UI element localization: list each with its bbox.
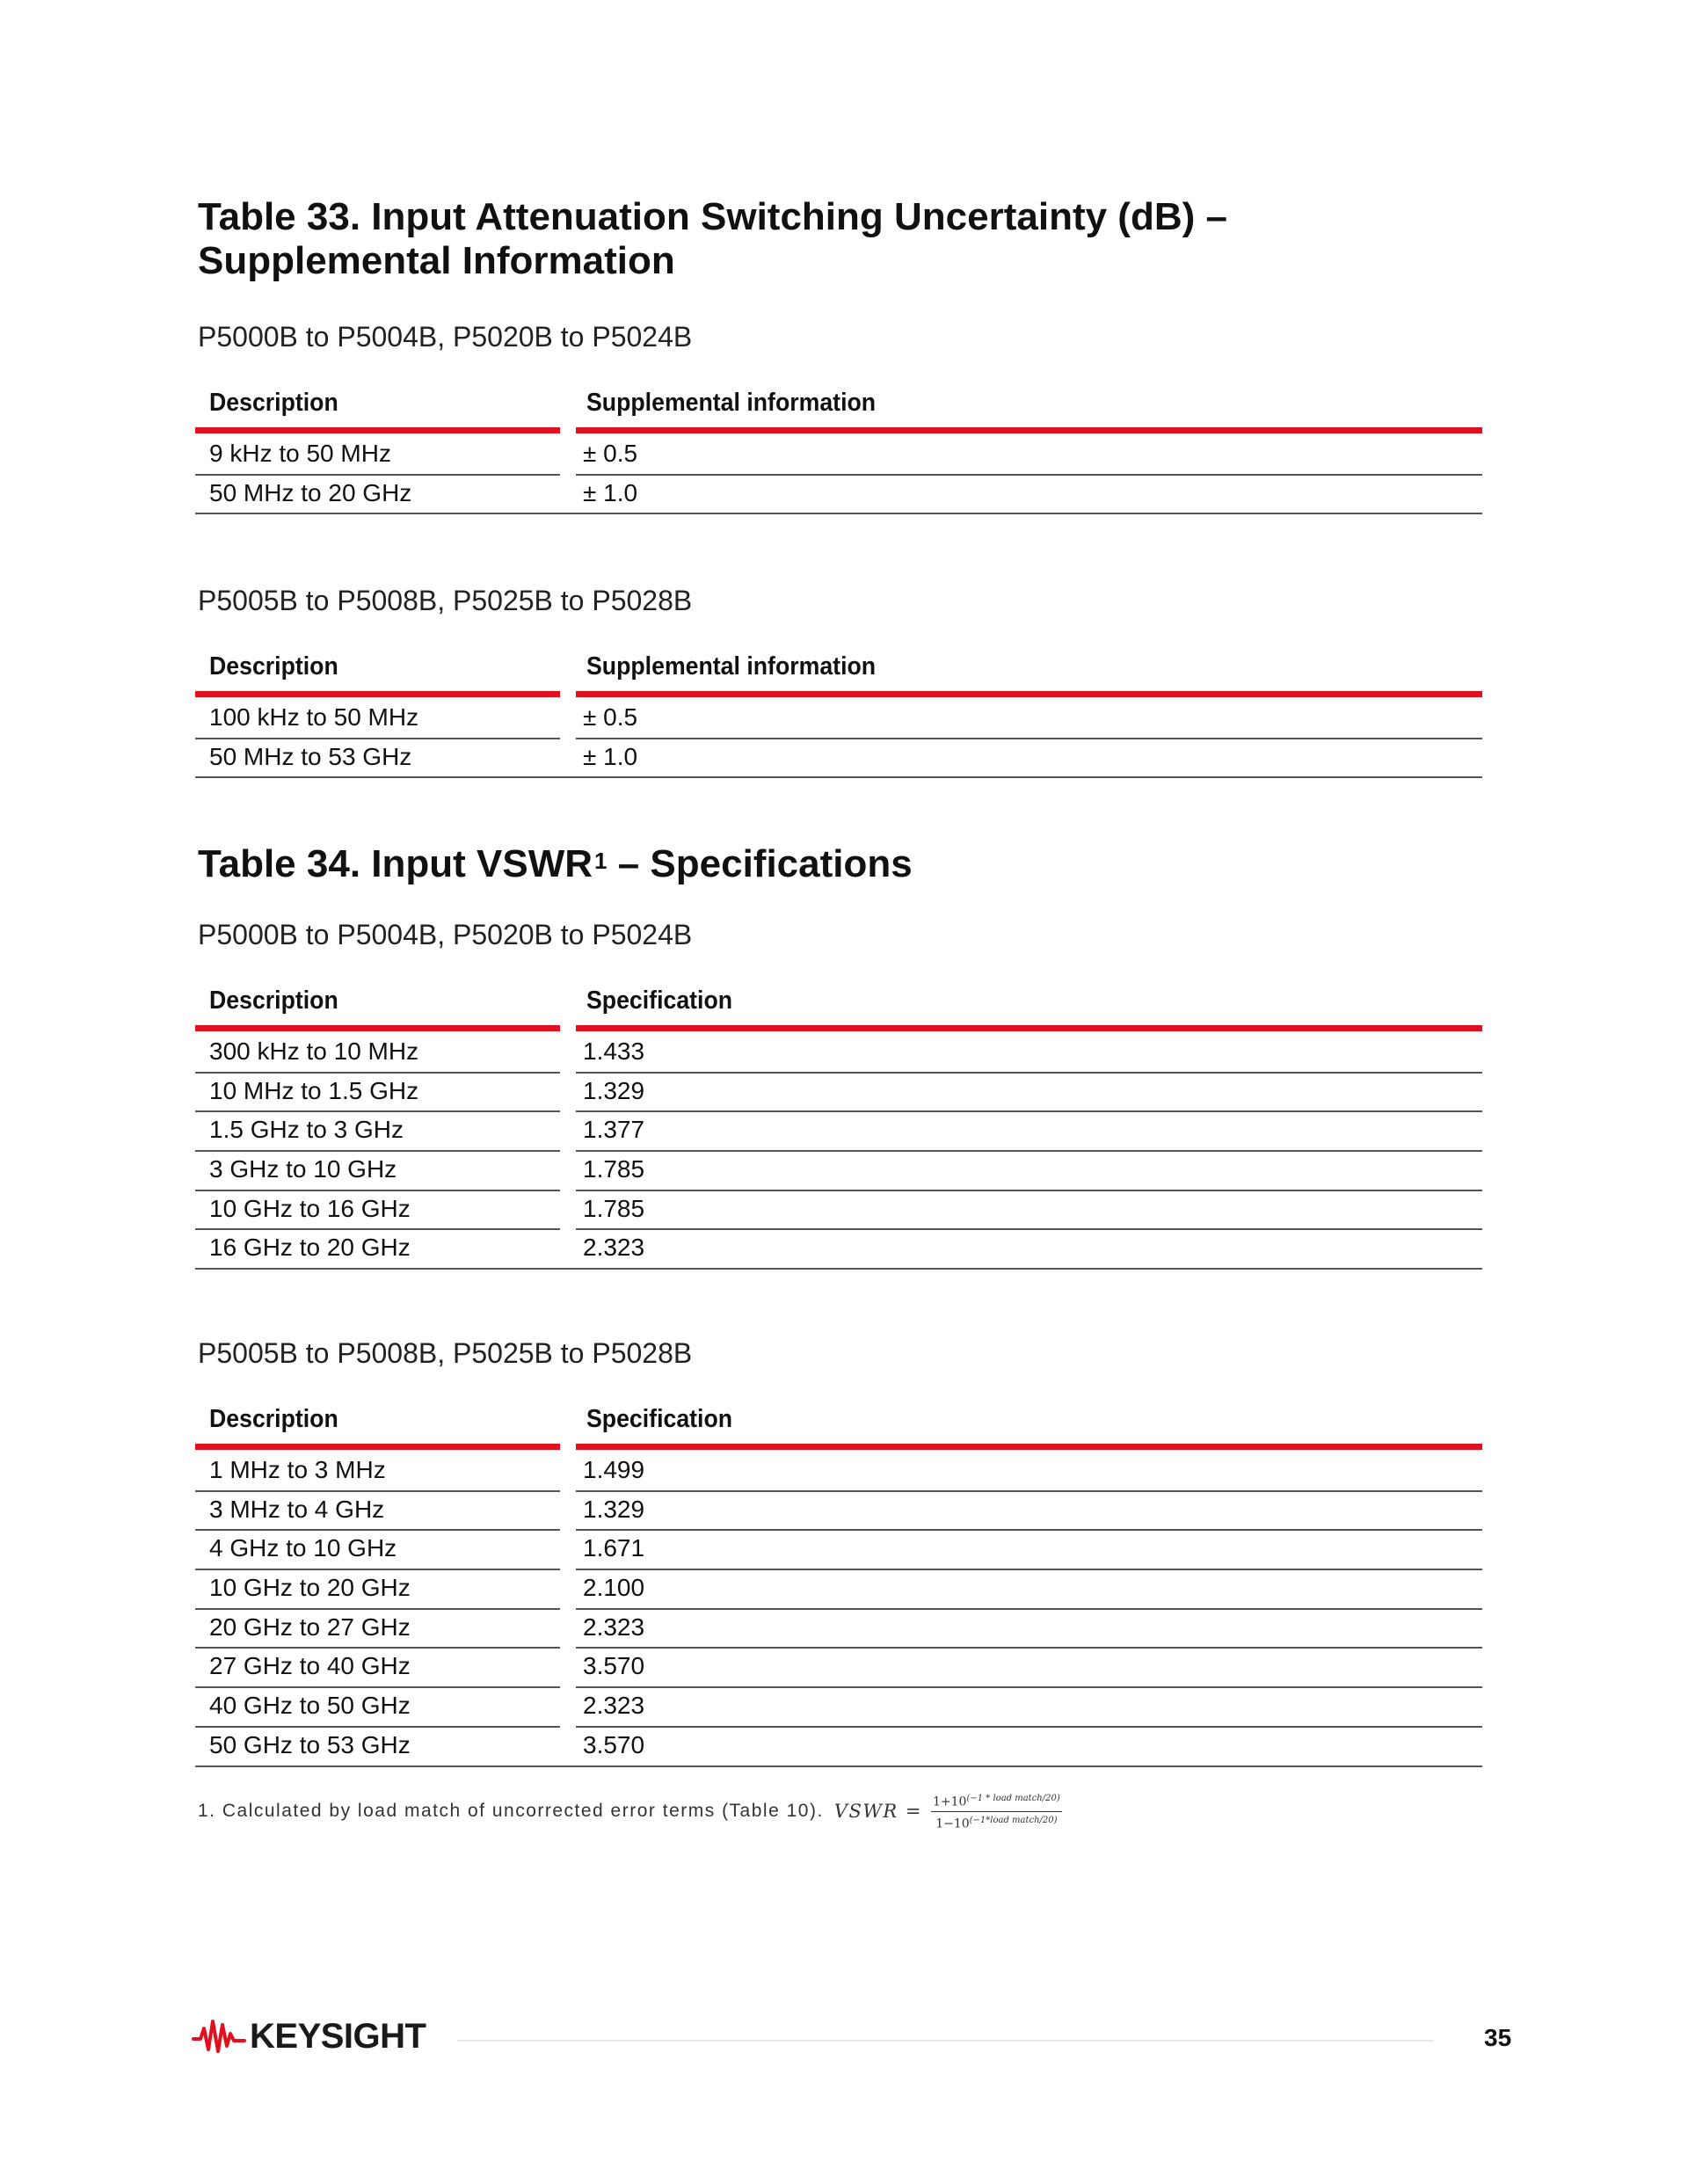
table34a xyxy=(195,979,1482,1270)
cell-description: 1 MHz to 3 MHz xyxy=(195,1452,560,1492)
header-supplemental: Supplemental information xyxy=(586,389,877,417)
cell-description: 20 GHz to 27 GHz xyxy=(195,1610,560,1649)
brand-name: KEYSIGHT xyxy=(250,2016,426,2056)
cell-value: 1.329 xyxy=(576,1492,1482,1532)
table-row xyxy=(195,1230,1482,1270)
cell-value: 1.785 xyxy=(576,1191,1482,1231)
table-row xyxy=(195,1531,1482,1570)
table33b-subtitle: P5005B to P5008B, P5025B to P5028B xyxy=(198,585,693,616)
table-row xyxy=(195,1152,1482,1191)
header-rule xyxy=(195,1444,560,1450)
cell-description: 50 MHz to 53 GHz xyxy=(209,742,412,770)
cell-value: ± 1.0 xyxy=(583,478,638,506)
keysight-wave-icon xyxy=(192,2016,246,2057)
table33b xyxy=(195,645,1482,778)
cell-value: 1.499 xyxy=(576,1452,1482,1492)
cell-value: 1.785 xyxy=(576,1152,1482,1191)
table-row xyxy=(195,1112,1482,1152)
table-row xyxy=(195,1688,1482,1728)
cell-value: 2.100 xyxy=(576,1570,1482,1610)
table-row xyxy=(195,1610,1482,1649)
keysight-logo xyxy=(192,2016,426,2057)
header-rule xyxy=(195,1025,560,1031)
denominator-exponent: (−1*load match/20) xyxy=(969,1815,1058,1825)
cell-description: 16 GHz to 20 GHz xyxy=(209,1234,411,1262)
table34-title-text: Table 34. Input VSWR xyxy=(198,842,593,885)
table-row xyxy=(195,700,1482,739)
header-rule xyxy=(576,427,1482,433)
table-row xyxy=(195,436,1482,476)
cell-description: 10 MHz to 1.5 GHz xyxy=(195,1074,560,1113)
cell-description: 10 GHz to 16 GHz xyxy=(195,1191,560,1231)
vswr-formula xyxy=(834,1792,1062,1831)
formula-denominator xyxy=(935,1812,1057,1831)
header-specification: Specification xyxy=(586,1405,733,1433)
table-row xyxy=(195,1728,1482,1767)
header-supplemental: Supplemental information xyxy=(586,652,877,681)
cell-value: 2.323 xyxy=(583,1234,645,1262)
cell-description: 10 GHz to 20 GHz xyxy=(195,1570,560,1610)
table-row xyxy=(195,739,1482,779)
table-header xyxy=(195,979,1482,1034)
header-rule xyxy=(195,691,560,697)
table34-title-suffix: – Specifications xyxy=(617,842,913,885)
table33-title-line2: Supplemental Information xyxy=(198,239,675,282)
table-row xyxy=(195,1492,1482,1532)
formula-numerator xyxy=(931,1792,1062,1812)
cell-description: 3 MHz to 4 GHz xyxy=(195,1492,560,1532)
cell-value: 1.433 xyxy=(576,1034,1482,1074)
table34-title xyxy=(198,842,913,886)
table33a xyxy=(195,382,1482,514)
table-header xyxy=(195,645,1482,700)
cell-description: 4 GHz to 10 GHz xyxy=(195,1531,560,1570)
table34b xyxy=(195,1398,1482,1767)
table-header xyxy=(195,382,1482,436)
cell-description: 1.5 GHz to 3 GHz xyxy=(195,1112,560,1152)
footnote xyxy=(198,1792,1062,1831)
cell-value: 3.570 xyxy=(583,1730,645,1758)
header-description: Description xyxy=(209,1405,338,1433)
page-number: 35 xyxy=(1484,2024,1512,2051)
cell-description: 50 GHz to 53 GHz xyxy=(209,1730,411,1758)
header-description: Description xyxy=(209,389,338,417)
numerator-exponent: (−1 * load match/20) xyxy=(966,1794,1060,1803)
table34b-subtitle: P5005B to P5008B, P5025B to P5028B xyxy=(198,1337,693,1369)
cell-value: ± 1.0 xyxy=(583,742,638,770)
cell-description: 40 GHz to 50 GHz xyxy=(195,1688,560,1728)
header-specification: Specification xyxy=(586,986,733,1015)
cell-description: 300 kHz to 10 MHz xyxy=(195,1034,560,1074)
denominator-base: 1−10 xyxy=(935,1816,970,1831)
cell-value: 1.329 xyxy=(576,1074,1482,1113)
table33-title-line1: Table 33. Input Attenuation Switching Uncertainty (dB) – xyxy=(198,195,1227,238)
cell-description: 100 kHz to 50 MHz xyxy=(195,700,560,739)
cell-description: 3 GHz to 10 GHz xyxy=(195,1152,560,1191)
table33a-subtitle: P5000B to P5004B, P5020B to P5024B xyxy=(198,321,693,353)
cell-description: 9 kHz to 50 MHz xyxy=(195,436,560,476)
table-row xyxy=(195,476,1482,515)
table-row xyxy=(195,1452,1482,1492)
numerator-base: 1+10 xyxy=(933,1795,967,1809)
footnote-text: 1. Calculated by load match of uncorrected error terms (Table 10). xyxy=(198,1801,824,1822)
cell-description: 50 MHz to 20 GHz xyxy=(209,478,412,506)
header-rule xyxy=(576,1025,1482,1031)
formula-fraction xyxy=(931,1792,1062,1831)
table-row xyxy=(195,1191,1482,1231)
table33-title xyxy=(198,195,1227,283)
cell-value: 1.377 xyxy=(576,1112,1482,1152)
table-header xyxy=(195,1398,1482,1452)
cell-value: ± 0.5 xyxy=(576,436,1482,476)
header-description: Description xyxy=(209,652,338,681)
table-row xyxy=(195,1034,1482,1074)
table-row xyxy=(195,1074,1482,1113)
header-rule xyxy=(576,1444,1482,1450)
cell-value: 1.671 xyxy=(576,1531,1482,1570)
formula-lhs: VSWR = xyxy=(833,1801,923,1823)
header-rule xyxy=(195,427,560,433)
table-row xyxy=(195,1570,1482,1610)
cell-value: 3.570 xyxy=(576,1649,1482,1688)
footnote-marker: 1 xyxy=(594,848,608,874)
header-description: Description xyxy=(209,986,338,1015)
cell-value: 2.323 xyxy=(576,1610,1482,1649)
footer-divider xyxy=(457,2040,1433,2042)
table34a-subtitle: P5000B to P5004B, P5020B to P5024B xyxy=(198,919,693,950)
cell-value: 2.323 xyxy=(576,1688,1482,1728)
header-rule xyxy=(576,691,1482,697)
cell-value: ± 0.5 xyxy=(576,700,1482,739)
table-row xyxy=(195,1649,1482,1688)
cell-description: 27 GHz to 40 GHz xyxy=(195,1649,560,1688)
